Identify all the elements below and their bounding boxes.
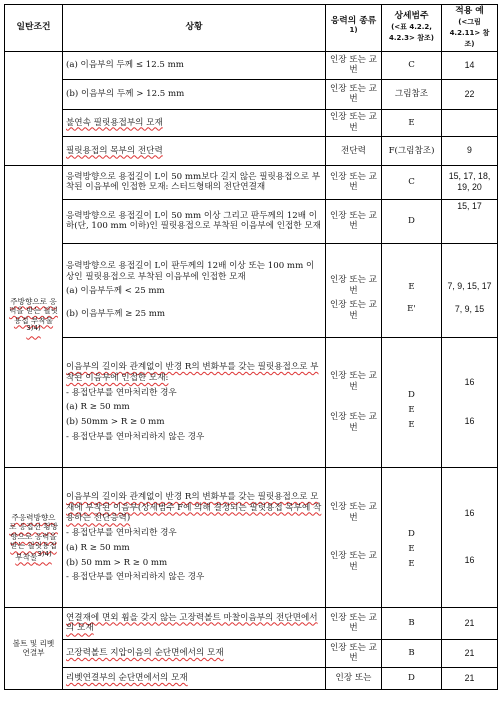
stress-type: 전단력 bbox=[326, 136, 382, 165]
stress-type: 인장 또는 교번 bbox=[326, 109, 382, 136]
category-value: E bbox=[408, 419, 415, 430]
stress-type: 인장 또는 bbox=[326, 667, 382, 689]
example-value: 15, 17, 18, 19, 20 bbox=[442, 165, 498, 199]
situation-case-b: (b) 50 mm > R ≥ 0 mm bbox=[66, 557, 168, 568]
situation-text: 연결재에 면외 휨을 갖지 않는 고장력볼트 마찰이음부의 전단면에서의 모재 bbox=[63, 607, 326, 639]
table-row bbox=[5, 467, 498, 607]
table-row bbox=[5, 607, 498, 639]
table-row bbox=[5, 109, 498, 136]
stress-type: 인장 또는 교번 bbox=[326, 79, 382, 109]
situation-intro: 이음부의 길이와 관계없이 반경 R의 변화부를 갖는 필릿용접으로 모재에 부착된 이음부(상세범주 F에 의해 결정되는 필릿용접 목부에 작용하는 전단응력) bbox=[66, 491, 322, 524]
stress-type: 인장 또는 교번 bbox=[326, 51, 382, 79]
header-load: 일탄조건 bbox=[5, 5, 63, 52]
example-value: 21 bbox=[442, 607, 498, 639]
category-value: D bbox=[382, 667, 442, 689]
situation-cell bbox=[63, 467, 326, 607]
fatigue-category-table bbox=[4, 4, 498, 690]
stress-type: 인장 또는 교번 bbox=[330, 551, 377, 573]
example-value: 21 bbox=[442, 667, 498, 689]
situation-text: 필릿용접의 목부의 전단력 bbox=[63, 136, 326, 165]
situation-case-b: (b) 이음부두께 ≥ 25 mm bbox=[66, 309, 166, 320]
example-value: 16 bbox=[464, 416, 475, 427]
header-applied: 적용 예 (<그림 4.2.11> 참조) bbox=[442, 5, 498, 52]
table-row bbox=[5, 667, 498, 689]
category-value: E bbox=[408, 281, 415, 292]
example-value: 16 bbox=[464, 508, 475, 519]
category-cell bbox=[382, 337, 442, 467]
group-label-4: 볼트 및 리벳 연결부 bbox=[5, 607, 63, 689]
situation-text: 리벳연결부의 순단면에서의 모재 bbox=[63, 667, 326, 689]
example-value: 16 bbox=[464, 377, 475, 388]
category-value: B bbox=[382, 639, 442, 667]
situation-case-a: (a) 이음부두께 < 25 mm bbox=[66, 286, 165, 297]
header-category: 상세범주 (<표 4.2.2, 4.2.3> 참조) bbox=[382, 5, 442, 52]
situation-text: 고장력볼트 지압이음의 순단면에서의 모재 bbox=[63, 639, 326, 667]
example-cell bbox=[442, 467, 498, 607]
example-value: 14 bbox=[442, 51, 498, 79]
stress-type: 인장 또는 교번 bbox=[326, 165, 382, 199]
stress-type: 인장 또는 교번 bbox=[330, 501, 377, 523]
situation-line: - 용접단부를 연마처리하지 않은 경우 bbox=[66, 431, 205, 442]
stress-type: 인장 또는 교번 bbox=[326, 639, 382, 667]
header-row bbox=[5, 5, 498, 52]
table-row bbox=[5, 243, 498, 337]
category-value: E bbox=[382, 109, 442, 136]
category-value: D bbox=[382, 199, 442, 243]
example-value: 15, 17 bbox=[442, 199, 498, 243]
category-value: C bbox=[382, 165, 442, 199]
category-value: E bbox=[408, 405, 415, 416]
group-cell-1 bbox=[5, 51, 63, 165]
stress-type: 인장 또는 교번 bbox=[330, 274, 377, 296]
group-label-3: 주응력방향으로 응접선 횡방향으로 응력을 받는 필릿용접 부착물$^{3)4)}$ bbox=[5, 467, 63, 607]
header-stress: 응력의 종류$^{1)}$ bbox=[326, 5, 382, 52]
table-row bbox=[5, 136, 498, 165]
stress-type: 인장 또는 교번 bbox=[330, 300, 377, 322]
group-label-2: 주방향으로 응력을 받는 필릿용접 부착물$^{3)4)}$ bbox=[5, 165, 63, 467]
situation-line: - 용접단부를 연마처리한 경우 bbox=[66, 528, 177, 539]
category-value: B bbox=[382, 607, 442, 639]
category-value: D bbox=[408, 390, 415, 401]
example-value: 16 bbox=[464, 555, 475, 566]
example-cell bbox=[442, 337, 498, 467]
situation-text: 응력방향으로 용접길이 L이 50 mm 이상 그리고 판두께의 12배 이하(단, 100 mm 이하)인 필릿용접으로 부착된 이음부에 인접한 모재 bbox=[63, 199, 326, 243]
example-value: 7, 9, 15, 17 bbox=[447, 281, 492, 292]
table-row bbox=[5, 165, 498, 199]
stress-type: 인장 또는 교번 bbox=[330, 412, 377, 434]
situation-line: - 용접단부를 연마처리한 경우 bbox=[66, 387, 177, 398]
table-row bbox=[5, 337, 498, 467]
stress-type: 인장 또는 교번 bbox=[330, 370, 377, 392]
stress-cell bbox=[326, 467, 382, 607]
category-value: E bbox=[408, 558, 415, 569]
category-value: C bbox=[382, 51, 442, 79]
situation-line: - 용접단부를 연마처리하지 않은 경우 bbox=[66, 572, 205, 583]
example-value: 22 bbox=[442, 79, 498, 109]
header-situation: 상황 bbox=[63, 5, 326, 52]
table-row bbox=[5, 51, 498, 79]
situation-case-a: (a) R ≥ 50 mm bbox=[66, 402, 130, 413]
stress-type: 인장 또는 교번 bbox=[326, 607, 382, 639]
category-cell bbox=[382, 243, 442, 337]
table-row bbox=[5, 79, 498, 109]
situation-cell bbox=[63, 243, 326, 337]
category-value: E bbox=[408, 544, 415, 555]
stress-cell bbox=[326, 243, 382, 337]
category-value: 그림참조 bbox=[382, 79, 442, 109]
category-value: E' bbox=[407, 304, 416, 315]
example-value bbox=[442, 109, 498, 136]
situation-text: (a) 이음부의 두께 ≤ 12.5 mm bbox=[63, 51, 326, 79]
example-value: 7, 9, 15 bbox=[454, 304, 485, 315]
category-value: F(그림참조) bbox=[382, 136, 442, 165]
stress-cell bbox=[326, 337, 382, 467]
table-row bbox=[5, 199, 498, 243]
situation-case-b: (b) 50mm > R ≥ 0 mm bbox=[66, 417, 165, 428]
situation-intro: 이음부의 길이와 관계없이 반경 R의 변화부를 갖는 필릿용접으로 부착된 이음부에 인접한 모재: bbox=[66, 362, 319, 383]
category-value: D bbox=[408, 529, 415, 540]
situation-text: (b) 이음부의 두께 > 12.5 mm bbox=[63, 79, 326, 109]
situation-case-a: (a) R ≥ 50 mm bbox=[66, 542, 130, 553]
situation-text: 불연속 필릿용접부의 모재 bbox=[63, 109, 326, 136]
table-row bbox=[5, 639, 498, 667]
example-value: 9 bbox=[442, 136, 498, 165]
situation-intro: 응력방향으로 용접길이 L이 판두께의 12배 이상 또는 100 mm 이상인 필릿용접으로 부착된 이음부에 인접한 모재 bbox=[66, 260, 315, 282]
stress-type: 인장 또는 교번 bbox=[326, 199, 382, 243]
situation-cell bbox=[63, 337, 326, 467]
situation-text: 응력방향으로 용접길이 L이 50 mm보다 길지 않은 필릿용접으로 부착된 이음부에 인접한 모재: 스터드형태의 전단연결재 bbox=[63, 165, 326, 199]
category-cell bbox=[382, 467, 442, 607]
example-cell bbox=[442, 243, 498, 337]
example-value: 21 bbox=[442, 639, 498, 667]
